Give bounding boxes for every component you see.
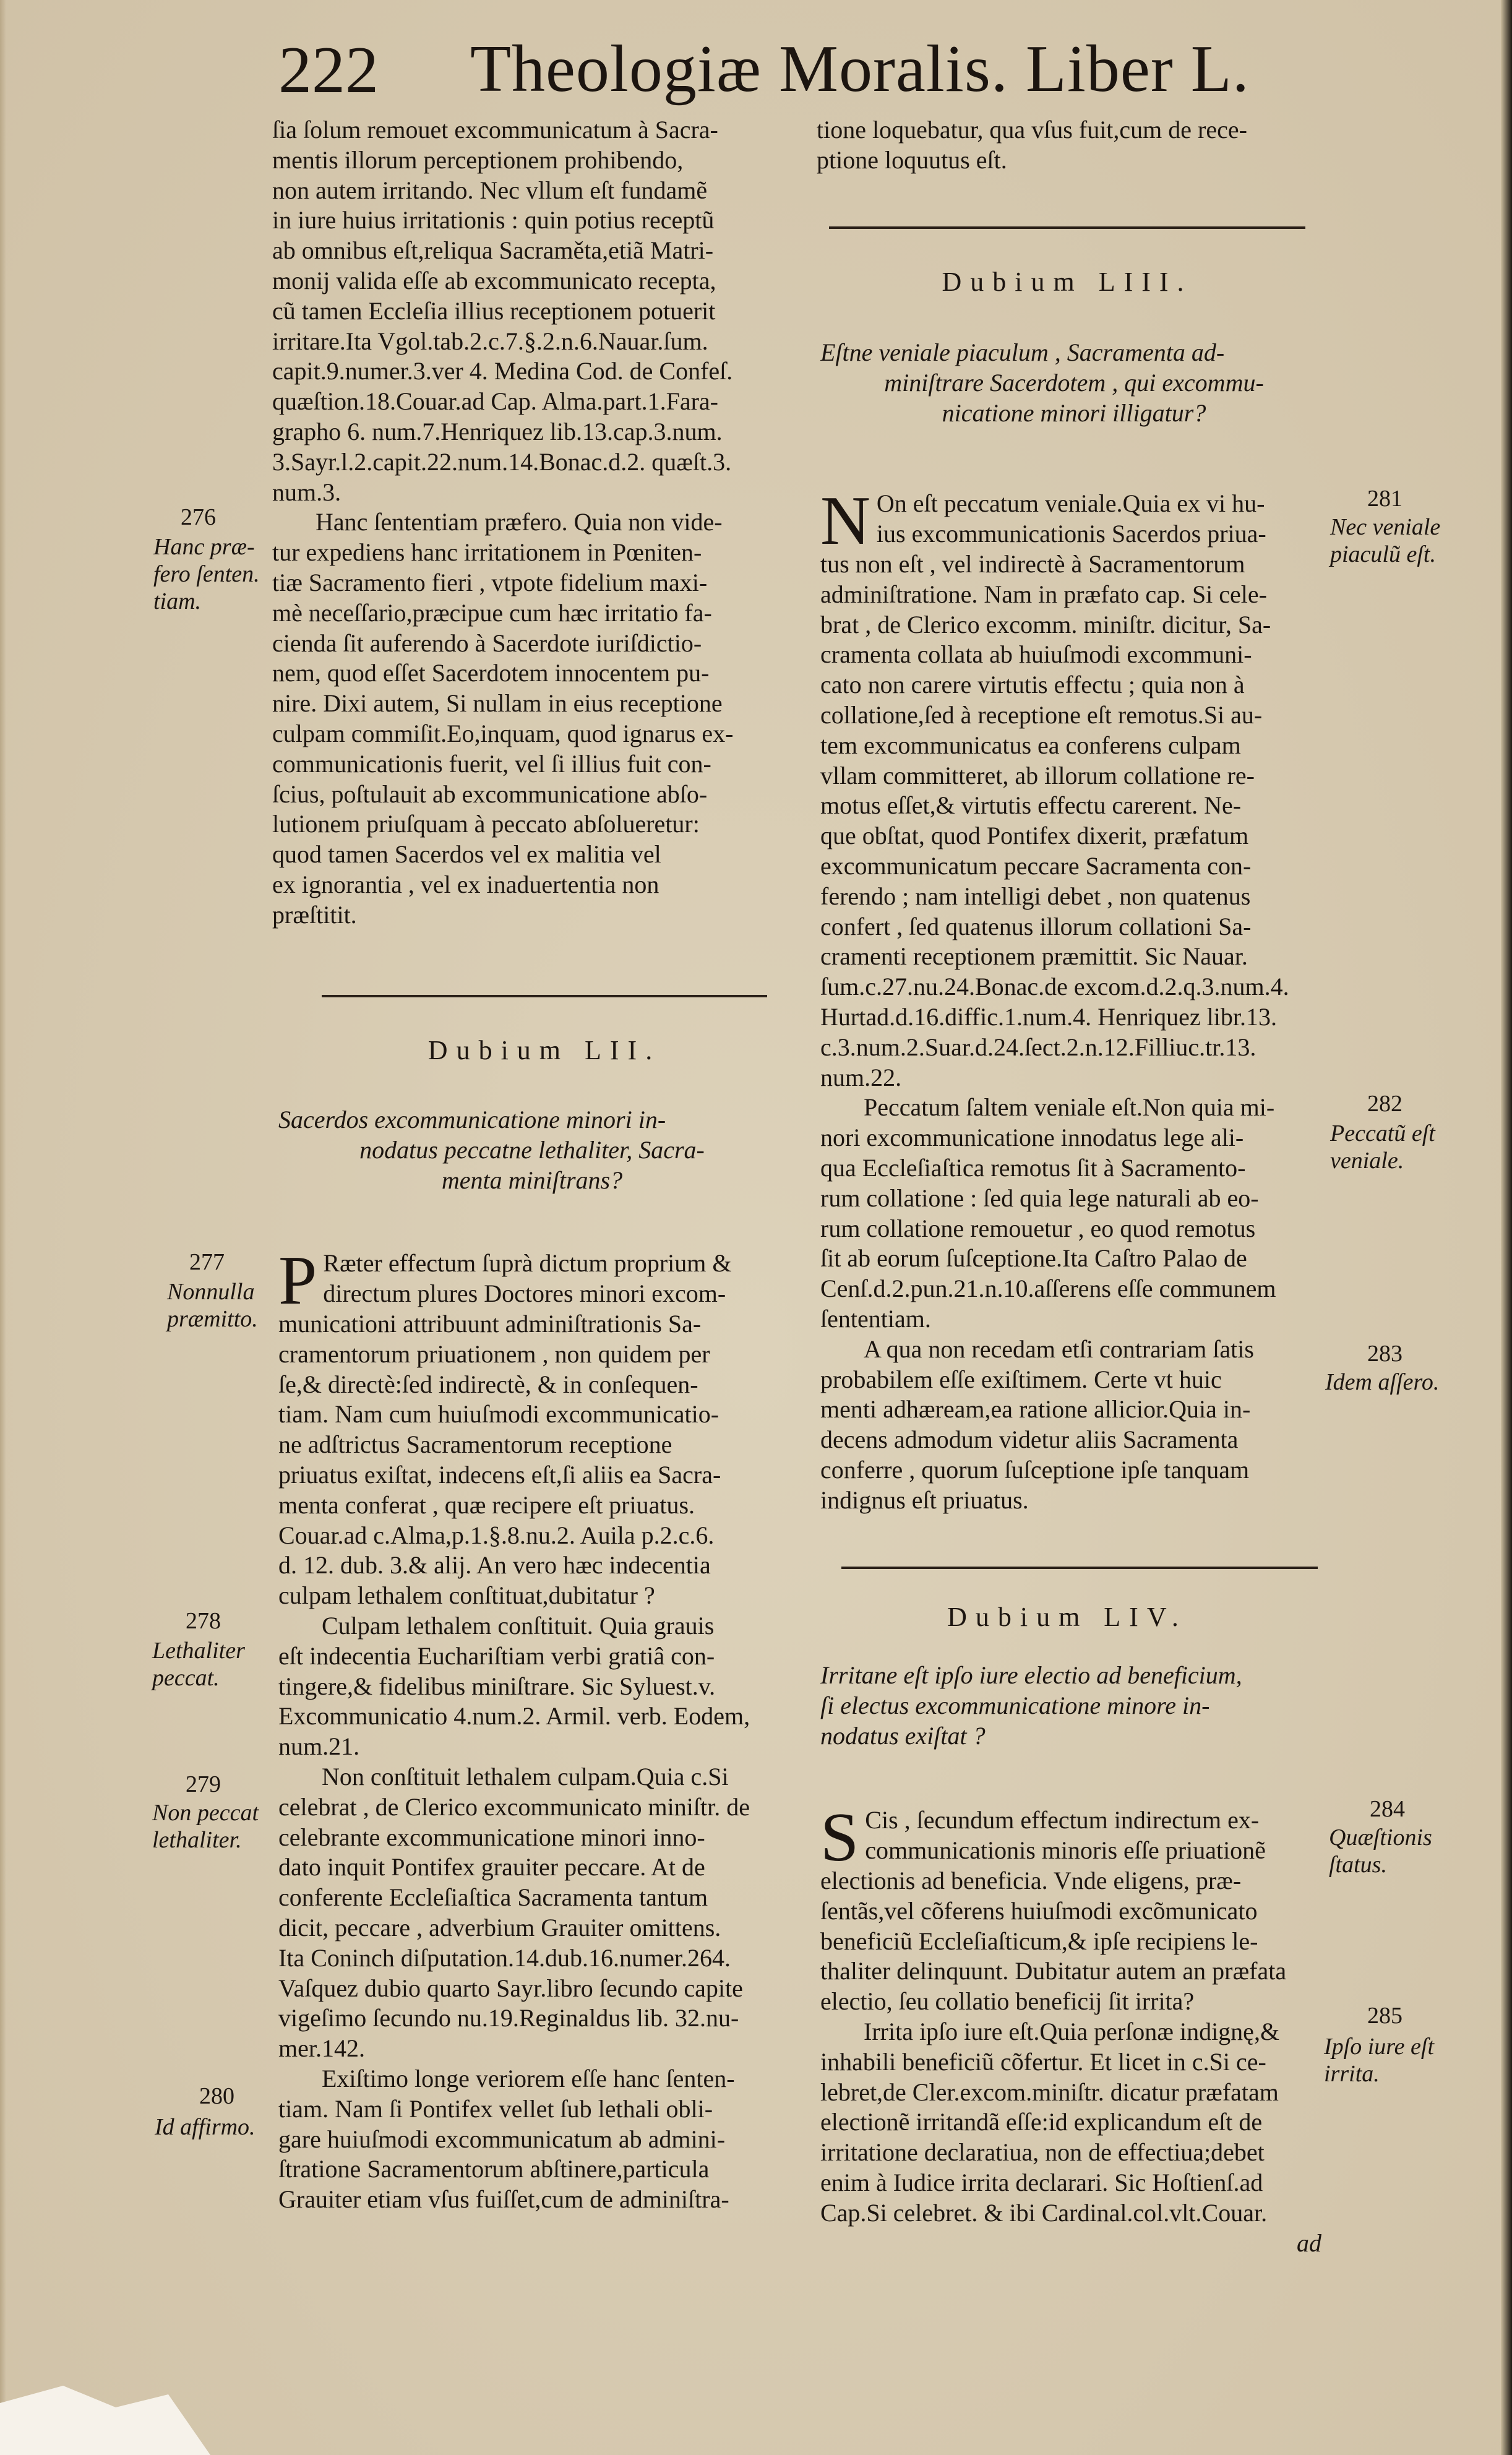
text-line: ferendo ; nam intelligi debet , non quatenus: [820, 882, 1251, 910]
text-line: cramenti receptionem præmittit. Sic Nauar.: [820, 942, 1248, 971]
text-line: que obſtat, quod Pontifex dixerit, præfatum: [820, 822, 1249, 850]
text-line: tiam.: [153, 588, 202, 614]
text-line: priuatus exiſtat, indecens eſt,ſi aliis ea Sacra-: [278, 1460, 721, 1489]
text-line: Peccatũ eſt: [1330, 1120, 1435, 1146]
text-line: ptione loquutus eſt.: [817, 145, 1007, 174]
text-line: Sacerdos excommunicatione minori in-: [278, 1106, 666, 1133]
text-line: vigeſimo ſecundo nu.19.Reginaldus lib. 32.nu-: [278, 2004, 739, 2032]
text-line: Id affirmo.: [155, 2114, 256, 2140]
text-line: collatione,ſed à receptione eſt remotus.Si au-: [820, 700, 1263, 729]
text-line: nodatus peccatne lethaliter, Sacra-: [359, 1135, 705, 1164]
text-line: brat , de Clerico excomm. miniſtr. dicitur, Sa-: [820, 610, 1271, 638]
torn-corner: [0, 2368, 210, 2455]
margin-note-283: [1325, 1369, 1439, 1396]
text-line: confert , ſed quatenus illorum collationi Sa-: [820, 912, 1252, 940]
text-line: num.22.: [820, 1063, 902, 1091]
text-line: eſt indecentia Euchariſtiam verbi gratiâ con-: [278, 1641, 715, 1670]
paragraph-283: [820, 1335, 1321, 1516]
text-line: menta conferat , quæ recipere eſt priuatus.: [278, 1490, 695, 1519]
margin-note-284: [1329, 1824, 1432, 1878]
text-line: Exiſtimo longe veriorem eſſe hanc ſenten-: [322, 2064, 735, 2092]
margin-note-276: [153, 533, 260, 615]
paragraph-277-block: [278, 1242, 786, 2215]
margin-note-282: [1330, 1120, 1435, 1174]
text-line: nem, quod eſſet Sacerdotem innocentem pu-: [272, 659, 710, 687]
text-line: ſentãs,vel cõferens huiuſmodi excõmunicato: [820, 1896, 1258, 1925]
text-line: Quæſtionis: [1329, 1825, 1432, 1851]
margin-number: 279: [186, 1771, 221, 1797]
text-line: cato non carere virtutis effectu ; quia non à: [820, 671, 1245, 699]
text-line: nire. Dixi autem, Si nullam in eius receptione: [272, 689, 723, 718]
text-line: Non conſtituit lethalem culpam.Quia c.Si: [322, 1762, 729, 1791]
text-line: inhabili beneficiũ cõfertur. Et licet in c.Si ce-: [820, 2047, 1266, 2076]
text-line: gare huiuſmodi excommunicatum ab admini-: [278, 2125, 726, 2153]
text-line: dato inquit Pontifex grauiter peccare. At de: [278, 1853, 705, 1881]
text-line: cramenta collata ab huiuſmodi excommuni-: [820, 640, 1252, 669]
text-line: ſi electus excommunicatione minore in-: [820, 1691, 1210, 1719]
text-line: ſia ſolum remouet excommunicatum à Sacra-: [272, 116, 718, 144]
text-line: tione loquebatur, qua vſus fuit,cum de rece-: [817, 116, 1247, 144]
text-line: culpam lethalem conſtituat,dubitatur ?: [278, 1581, 655, 1610]
text-line: ab omnibus eſt,reliqua Sacraměta,etiã Matri-: [272, 236, 714, 265]
text-line: ſum.c.27.nu.24.Bonac.de excom.d.2.q.3.num.4.: [820, 973, 1289, 1001]
text-line: Grauiter etiam vſus fuiſſet,cum de adminiſtra-: [278, 2185, 729, 2214]
text-line: Ita Coninch diſputation.14.dub.16.numer.264.: [278, 1943, 731, 1972]
text-line: adminiſtratione. Nam in præfato cap. Si cele-: [820, 580, 1267, 608]
margin-note-278: [152, 1637, 245, 1692]
section-rule: [829, 226, 1305, 229]
text-line: dicit, peccare , adverbium Grauiter omittens.: [278, 1913, 721, 1941]
text-line: communicationis minoris eſſe priuationẽ: [865, 1836, 1266, 1864]
text-line: ſententiam.: [820, 1304, 931, 1333]
text-line: Lethaliter: [152, 1638, 245, 1664]
drop-cap: N: [820, 483, 870, 559]
text-line: quæſtion.18.Couar.ad Cap. Alma.part.1.Fara-: [272, 387, 718, 416]
running-head: Theologiæ Moralis. Liber L.: [470, 32, 1250, 106]
text-line: lutionem priuſquam à peccato abſolueretur:: [272, 810, 700, 838]
text-line: Cenſ.d.2.pun.21.n.10.aſſerens eſſe communem: [820, 1275, 1276, 1303]
text-line: nicatione minori illigatur?: [942, 398, 1206, 427]
page-right-shadow: [1501, 0, 1512, 2455]
paragraph-276: [272, 507, 786, 930]
text-line: rum collatione remouetur , eo quod remotus: [820, 1214, 1256, 1242]
margin-number: 284: [1370, 1796, 1405, 1822]
text-line: culpam commiſit.Eo,inquam, quod ignarus ex-: [272, 719, 734, 747]
text-line: lethaliter.: [152, 1827, 242, 1853]
text-line: directum plures Doctores minori excom-: [323, 1279, 726, 1307]
text-line: electionẽ irritandã eſſe:id explicandum eſt de: [820, 2108, 1263, 2136]
text-line: electionis ad beneficia. Vnde eligens, præ-: [820, 1867, 1242, 1894]
text-line: ſe,& directè:ſed indirectè, & in conſequen-: [278, 1370, 698, 1398]
question-53: [820, 338, 1328, 428]
paragraph-284-block: [820, 1799, 1321, 2258]
margin-number: 280: [199, 2083, 234, 2109]
text-line: ſtatus.: [1329, 1852, 1387, 1878]
text-line: d. 12. dub. 3.& alij. An vero hæc indecentia: [278, 1551, 711, 1580]
question-54: [820, 1661, 1328, 1751]
text-line: vllam committeret, ab illorum collatione re-: [820, 761, 1255, 789]
margin-number: 277: [189, 1249, 225, 1275]
text-line: Peccatum ſaltem veniale eſt.Non quia mi-: [864, 1093, 1275, 1122]
right-intro: [817, 115, 1324, 176]
drop-cap: P: [278, 1242, 317, 1319]
paragraph-285: [820, 2017, 1321, 2258]
text-line: Irritane eſt ipſo iure electio ad beneficium,: [820, 1661, 1242, 1689]
text-line: irritare.Ita Vgol.tab.2.c.7.§.2.n.6.Nauar.ſum.: [272, 327, 708, 355]
text-line: cienda ſit auferendo à Sacerdote iuriſdictio-: [272, 629, 702, 657]
margin-note-279: [152, 1799, 259, 1854]
text-line: menti adhæream,ea ratione allicior.Quia in-: [820, 1395, 1251, 1424]
text-line: Nec veniale: [1330, 514, 1441, 540]
text-line: tingere,& fidelibus miniſtrare. Sic Syluest.v.: [278, 1672, 716, 1700]
paragraph-280: [278, 2064, 786, 2215]
text-line: celebrante excommunicatione minori inno-: [278, 1823, 705, 1851]
text-line: Cis , ſecundum effectum indirectum ex-: [865, 1806, 1260, 1834]
text-line: cũ tamen Eccleſia illius receptionem potuerit: [272, 296, 716, 325]
text-line: Eſtne veniale piaculum , Sacramenta ad-: [820, 338, 1225, 366]
text-line: peccat.: [152, 1665, 220, 1691]
text-line: Hanc præ-: [153, 534, 255, 560]
text-line: motus eſſet,& virtutis effectu carerent. Ne-: [820, 791, 1242, 820]
text-line: Nonnulla: [167, 1279, 255, 1305]
text-line: tur expediens hanc irritationem in Pœniten-: [272, 538, 702, 567]
text-line: Excommunicatio 4.num.2. Armil. verb. Eodem,: [278, 1702, 750, 1731]
text-line: Couar.ad c.Alma,p.1.§.8.nu.2. Auila p.2.c.6.: [278, 1521, 715, 1549]
text-line: electio, ſeu collatio beneficij ſit irrita?: [820, 1987, 1195, 2016]
text-line: excommunicatum peccare Sacramenta con-: [820, 851, 1252, 880]
text-line: irritatione declaratiua, non de effectiua;debet: [820, 2138, 1265, 2167]
margin-number: 283: [1367, 1341, 1402, 1367]
text-line: Ipſo iure eſt: [1324, 2034, 1434, 2060]
text-line: beneficiũ Eccleſiaſticum,& ipſe recipiens le-: [820, 1927, 1258, 1955]
left-intro: [272, 115, 786, 507]
text-line: piaculũ eſt.: [1330, 541, 1436, 567]
text-line: tiam. Nam ſi Pontifex vellet ſub lethali obli-: [278, 2094, 713, 2123]
text-line: Ræter effectum ſuprà dictum proprium &: [323, 1249, 732, 1277]
text-line: monij valida eſſe ab excommunicato recepta,: [272, 266, 716, 295]
text-line: capit.9.numer.3.ver 4. Medina Cod. de Confeſ.: [272, 357, 733, 385]
text-line: rum collatione : ſed quia lege naturali ab eo-: [820, 1184, 1259, 1212]
text-line: c.3.num.2.Suar.d.24.ſect.2.n.12.Filliuc.tr.13.: [820, 1033, 1256, 1061]
text-line: thaliter delinquunt. Dubitatur autem an præfata: [820, 1957, 1287, 1985]
page-left-edge: [0, 0, 6, 2455]
dubium-53-heading: Dubium LIII.: [942, 267, 1193, 297]
paragraph-282: [820, 1093, 1321, 1334]
text-line: non autem irritando. Nec vllum eſt fundamẽ: [272, 176, 708, 204]
text-line: cramentorum priuationem , non quidem per: [278, 1339, 710, 1368]
text-line: conferre , quorum ſuſceptione ipſe tanquam: [820, 1455, 1250, 1484]
margin-number: 276: [181, 504, 216, 530]
text-line: ſit ab eorum ſuſceptione.Ita Caſtro Palao de: [820, 1244, 1247, 1273]
text-line: ne adſtrictus Sacramentorum receptione: [278, 1430, 672, 1459]
text-line: Hanc ſententiam præfero. Quia non vide-: [316, 508, 723, 536]
text-line: municationi attribuunt adminiſtrationis Sa-: [278, 1310, 702, 1338]
margin-note-280: [155, 2113, 256, 2141]
text-line: veniale.: [1330, 1148, 1404, 1174]
text-line: celebrat , de Clerico excommunicato miniſtr. de: [278, 1792, 750, 1821]
section-rule: [322, 995, 767, 997]
text-line: Vaſquez dubio quarto Sayr.libro ſecundo capite: [278, 1974, 743, 2002]
margin-note-285: [1324, 2033, 1434, 2087]
text-line: On eſt peccatum veniale.Quia ex vi hu-: [876, 489, 1265, 517]
text-line: indignus eſt priuatus.: [820, 1485, 1029, 1514]
paragraph-278: [278, 1611, 786, 1762]
section-rule: [841, 1567, 1318, 1569]
catchword: ad: [1297, 2229, 1321, 2257]
text-line: tiam. Nam cum huiuſmodi excommunicatio-: [278, 1400, 719, 1429]
text-line: grapho 6. num.7.Henriquez lib.13.cap.3.num.: [272, 417, 723, 445]
text-line: ex ignorantia , vel ex inaduertentia non: [272, 870, 659, 898]
text-line: tus non eſt , vel indirectè à Sacramentorum: [820, 550, 1245, 578]
text-line: Hurtad.d.16.diffic.1.num.4. Henriquez libr.13.: [820, 1002, 1278, 1031]
question-52: [278, 1105, 786, 1195]
text-line: qua Eccleſiaſtica remotus ſit à Sacramento-: [820, 1153, 1246, 1182]
text-line: ſtratione Sacramentorum abſtinere,particula: [278, 2155, 710, 2183]
text-line: lebret,de Cler.excom.miniſtr. dicatur præfatam: [820, 2078, 1279, 2106]
paragraph-281-block: [820, 483, 1321, 1516]
text-line: miniſtrare Sacerdotem , qui excommu-: [884, 368, 1264, 397]
text-line: ius excommunicationis Sacerdos priua-: [876, 519, 1266, 548]
text-line: fero ſenten.: [153, 561, 260, 587]
text-line: Cap.Si celebret. & ibi Cardinal.col.vlt.Couar.: [820, 2198, 1268, 2227]
text-line: ſcius, poſtulauit ab excommunicatione abſo-: [272, 780, 708, 808]
margin-note-277: [167, 1278, 258, 1333]
text-line: Non peccat: [152, 1800, 259, 1826]
text-line: mentis illorum perceptionem prohibendo,: [272, 145, 684, 174]
text-line: mè neceſſario,præcipue cum hæc irritatio fa-: [272, 598, 712, 627]
text-line: Culpam lethalem conſtituit. Quia grauis: [322, 1611, 715, 1640]
drop-cap: S: [820, 1799, 859, 1876]
margin-number: 278: [186, 1608, 221, 1634]
left-column: [272, 115, 786, 931]
text-line: num.21.: [278, 1732, 360, 1761]
text-line: Idem aſſero.: [1325, 1369, 1440, 1395]
text-line: A qua non recedam etſi contrariam ſatis: [864, 1335, 1254, 1363]
text-line: tem excommunicatus ea conferens culpam: [820, 731, 1241, 759]
text-line: quod tamen Sacerdos vel ex malitia vel: [272, 840, 661, 869]
text-line: enim à Iudice irrita declarari. Sic Hoſtienſ.ad: [820, 2168, 1263, 2196]
text-line: 3.Sayr.l.2.capit.22.num.14.Bonac.d.2. quæſt.3.: [272, 447, 732, 476]
text-line: decens admodum videtur aliis Sacramenta: [820, 1425, 1239, 1454]
page-number: 222: [278, 33, 379, 107]
text-line: communicationis fuerit, vel ſi illius fuit con-: [272, 749, 711, 778]
margin-note-281: [1330, 514, 1440, 568]
text-line: Irrita ipſo iure eſt.Quia perſonæ indignę,&: [864, 2017, 1280, 2045]
text-line: præſtitit.: [272, 900, 357, 929]
text-line: præmitto.: [167, 1306, 258, 1332]
margin-number: 281: [1367, 486, 1402, 512]
paragraph-279: [278, 1762, 786, 2064]
text-line: nodatus exiſtat ?: [820, 1721, 986, 1750]
dubium-52-heading: Dubium LII.: [427, 1035, 661, 1065]
dubium-54-heading: Dubium LIV.: [947, 1602, 1187, 1632]
text-line: mer.142.: [278, 2034, 365, 2063]
text-line: tiæ Sacramento fieri , vtpote fidelium maxi-: [272, 568, 708, 596]
text-line: conferente Eccleſiaſtica Sacramenta tantum: [278, 1883, 708, 1912]
text-line: irrita.: [1324, 2061, 1380, 2087]
margin-number: 282: [1367, 1091, 1402, 1117]
text-line: probabilem eſſe exiſtimem. Certe vt huic: [820, 1365, 1222, 1393]
text-line: num.3.: [272, 478, 341, 506]
text-line: nori excommunicatione innodatus lege ali-: [820, 1124, 1244, 1152]
text-line: menta miniſtrans?: [441, 1166, 623, 1194]
text-line: in iure huius irritationis : quin potius receptũ: [272, 206, 715, 234]
margin-number: 285: [1367, 2003, 1402, 2029]
